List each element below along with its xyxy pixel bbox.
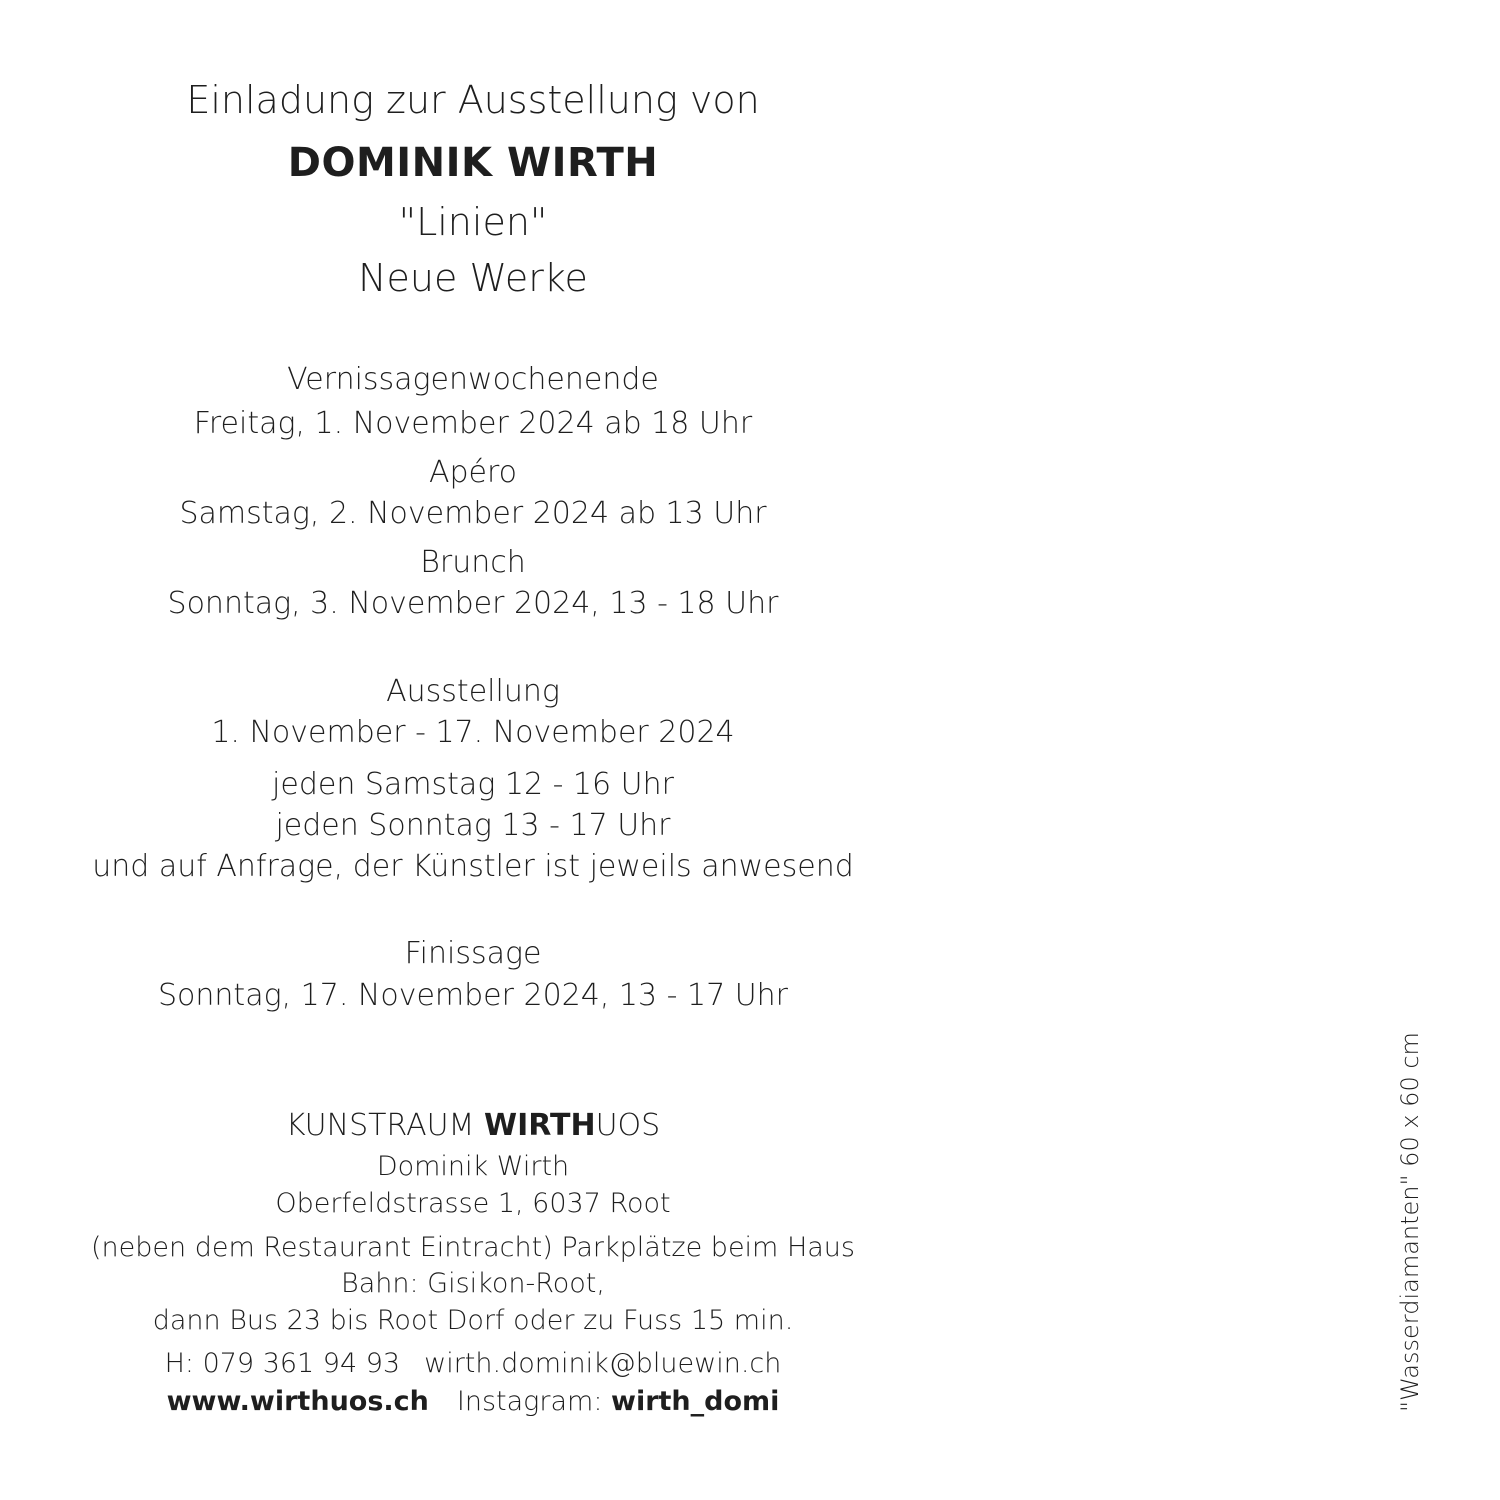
- venue-directions: (neben dem Restaurant Eintracht) Parkplätze beim Haus: [91, 1232, 855, 1263]
- web-line: [30, 1386, 916, 1417]
- exhibition-title: "Linien": [398, 200, 548, 244]
- invitation-heading: Einladung zur Ausstellung von: [186, 78, 760, 122]
- venue-train: Bahn: Gisikon-Root,: [341, 1268, 605, 1299]
- finissage-date: Sonntag, 17. November 2024, 13 - 17 Uhr: [158, 978, 788, 1013]
- brunch-label: Brunch: [420, 545, 526, 580]
- venue-email[interactable]: wirth.dominik@bluewin.ch: [424, 1348, 782, 1379]
- instagram-label: Instagram:: [456, 1386, 611, 1417]
- vernissage-saturday: Samstag, 2. November 2024 ab 13 Uhr: [179, 496, 767, 531]
- exhibition-sundays: jeden Sonntag 13 - 17 Uhr: [275, 808, 671, 843]
- vernissage-heading: Vernissagenwochenende: [287, 362, 659, 397]
- exhibition-subtitle: Neue Werke: [358, 256, 588, 300]
- exhibition-period: 1. November - 17. November 2024: [211, 715, 735, 750]
- venue-name-suffix: UOS: [595, 1108, 661, 1143]
- exhibition-saturdays: jeden Samstag 12 - 16 Uhr: [272, 767, 674, 802]
- venue-bus: dann Bus 23 bis Root Dorf oder zu Fuss 15 min.: [152, 1305, 794, 1336]
- exhibition-heading: Ausstellung: [386, 674, 560, 709]
- vernissage-friday: Freitag, 1. November 2024 ab 18 Uhr: [193, 406, 753, 441]
- exhibition-note: und auf Anfrage, der Künstler ist jeweils anwesend: [92, 849, 854, 884]
- vernissage-sunday: Sonntag, 3. November 2024, 13 - 18 Uhr: [167, 586, 779, 621]
- venue-name: [30, 1108, 916, 1143]
- venue-person: Dominik Wirth: [376, 1151, 570, 1182]
- artwork-caption: "Wasserdiamanten" 60 x 60 cm: [1396, 1032, 1424, 1412]
- venue-address: Oberfeldstrasse 1, 6037 Root: [275, 1188, 671, 1219]
- apero-label: Apéro: [428, 455, 518, 490]
- instagram-handle[interactable]: wirth_domi: [611, 1386, 780, 1417]
- artist-name: DOMINIK WIRTH: [287, 140, 659, 186]
- finissage-heading: Finissage: [404, 936, 542, 971]
- contact-line: [30, 1348, 916, 1379]
- venue-website[interactable]: www.wirthuos.ch: [166, 1386, 429, 1417]
- venue-phone: H: 079 361 94 93: [164, 1348, 401, 1379]
- venue-name-bold: WIRTH: [483, 1108, 596, 1143]
- venue-name-prefix: KUNSTRAUM: [285, 1108, 484, 1143]
